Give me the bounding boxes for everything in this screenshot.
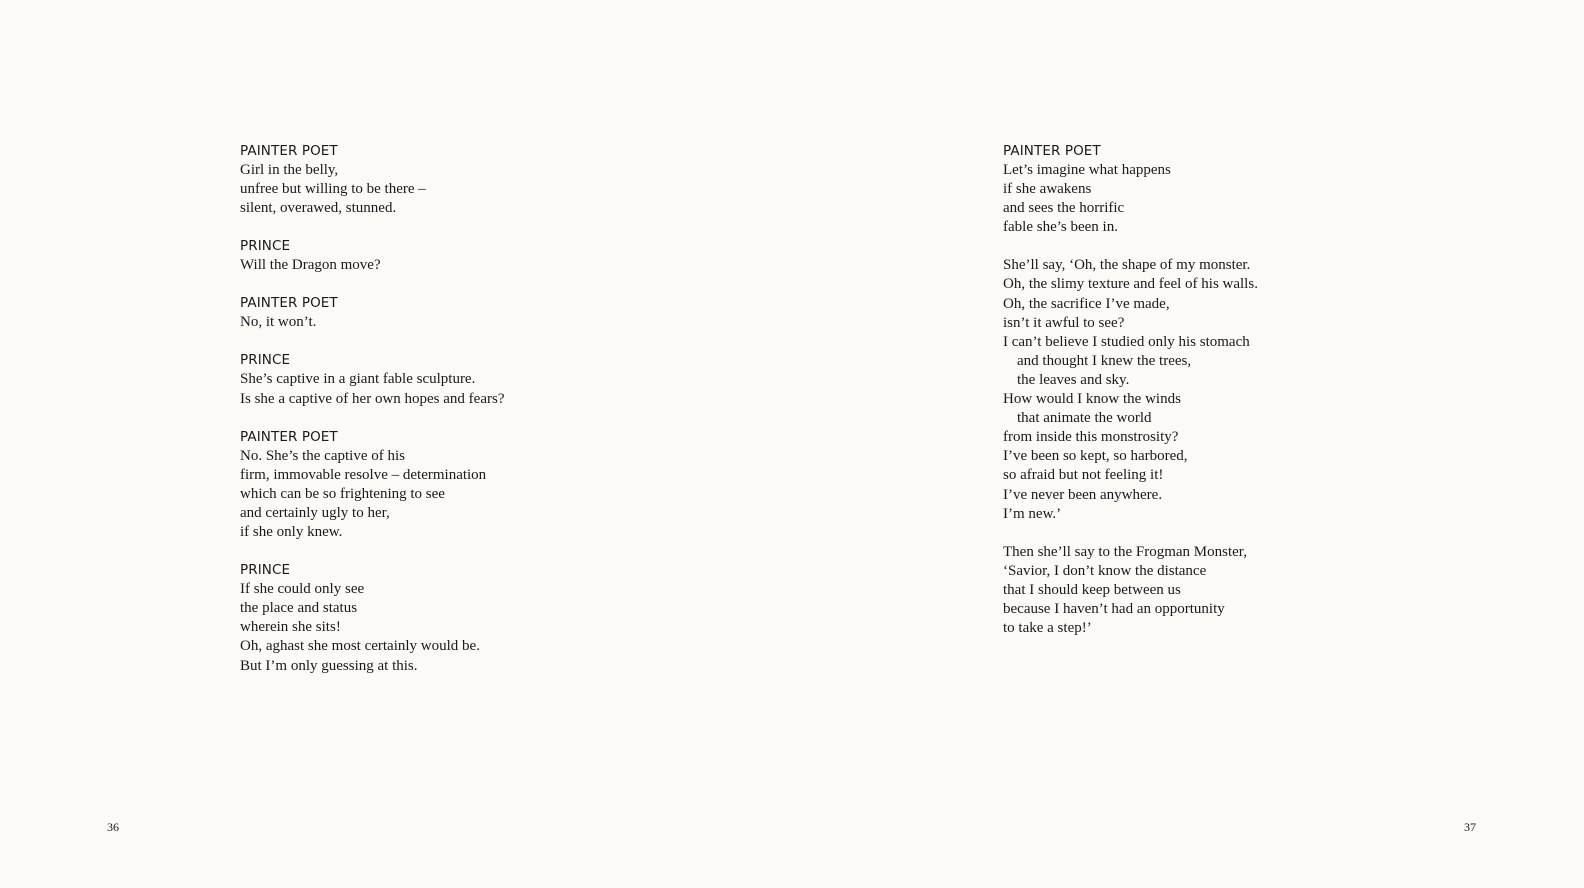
verse-line: so afraid but not feeling it! bbox=[1003, 467, 1164, 484]
verse-line: Oh, the sacrifice I’ve made, bbox=[1003, 295, 1170, 312]
verse-line: Then she’ll say to the Frogman Monster, bbox=[1003, 543, 1247, 560]
verse-line: If she could only see bbox=[240, 581, 365, 598]
dialogue-block bbox=[240, 351, 760, 408]
verse-line: if she only knew. bbox=[240, 524, 343, 541]
verse-line: the leaves and sky. bbox=[1017, 371, 1130, 388]
speaker-name: PAINTER POET bbox=[240, 295, 338, 312]
verse-line: I’ve never been anywhere. bbox=[1003, 486, 1163, 503]
verse-line: and thought I knew the trees, bbox=[1017, 352, 1192, 369]
right-page bbox=[792, 0, 1584, 888]
dialogue-block bbox=[1003, 142, 1543, 237]
verse-line: firm, immovable resolve – determination bbox=[240, 466, 487, 483]
dialogue-block bbox=[240, 294, 760, 332]
verse-line: the place and status bbox=[240, 600, 358, 617]
right-page-text bbox=[1003, 142, 1543, 657]
verse-line: No. She’s the captive of his bbox=[240, 447, 405, 464]
verse-line: fable she’s been in. bbox=[1003, 219, 1118, 236]
speaker-name: PRINCE bbox=[240, 562, 291, 579]
verse-line: ‘Savior, I don’t know the distance bbox=[1003, 562, 1207, 579]
verse-line: from inside this monstrosity? bbox=[1003, 429, 1179, 446]
verse-line: if she awakens bbox=[1003, 181, 1092, 198]
speaker-name: PRINCE bbox=[240, 352, 291, 369]
left-page-text bbox=[240, 142, 760, 695]
verse-line: Let’s imagine what happens bbox=[1003, 162, 1171, 178]
verse-line: Girl in the belly, bbox=[240, 162, 339, 178]
verse-line: unfree but willing to be there – bbox=[240, 181, 426, 198]
verse-line: I’m new.’ bbox=[1003, 505, 1062, 522]
verse-line: She’ll say, ‘Oh, the shape of my monster. bbox=[1003, 257, 1251, 274]
page-number: 37 bbox=[1464, 820, 1476, 834]
verse-line: silent, overawed, stunned. bbox=[240, 200, 397, 217]
verse-stanza bbox=[1003, 543, 1543, 638]
verse-line: that animate the world bbox=[1017, 410, 1152, 427]
verse-line: to take a step!’ bbox=[1003, 620, 1092, 637]
verse-line: How would I know the winds bbox=[1003, 391, 1181, 408]
verse-line: Is she a captive of her own hopes and fears? bbox=[240, 390, 505, 407]
verse-line: Oh, aghast she most certainly would be. bbox=[240, 638, 480, 655]
verse-line: But I’m only guessing at this. bbox=[240, 657, 418, 674]
verse-line: I can’t believe I studied only his stomach bbox=[1003, 333, 1250, 350]
speaker-name: PAINTER POET bbox=[1003, 143, 1101, 159]
verse-line: No, it won’t. bbox=[240, 314, 317, 331]
verse-line: which can be so frightening to see bbox=[240, 485, 445, 502]
speaker-name: PAINTER POET bbox=[240, 143, 338, 159]
speaker-name: PAINTER POET bbox=[240, 428, 338, 445]
verse-stanza bbox=[1003, 256, 1543, 523]
verse-line: wherein she sits! bbox=[240, 619, 341, 636]
dialogue-block bbox=[240, 561, 760, 675]
speaker-name: PRINCE bbox=[240, 238, 291, 255]
verse-line: and certainly ugly to her, bbox=[240, 504, 390, 521]
verse-line: Will the Dragon move? bbox=[240, 257, 381, 274]
verse-line: and sees the horrific bbox=[1003, 200, 1125, 217]
verse-line: that I should keep between us bbox=[1003, 581, 1181, 598]
dialogue-block bbox=[240, 142, 760, 218]
verse-line: isn’t it awful to see? bbox=[1003, 314, 1125, 331]
verse-line: because I haven’t had an opportunity bbox=[1003, 600, 1225, 617]
dialogue-block bbox=[240, 428, 760, 542]
verse-line: I’ve been so kept, so harbored, bbox=[1003, 448, 1188, 465]
verse-line: Oh, the slimy texture and feel of his walls. bbox=[1003, 276, 1258, 293]
verse-line: She’s captive in a giant fable sculpture. bbox=[240, 371, 476, 388]
dialogue-block bbox=[240, 237, 760, 275]
page-number: 36 bbox=[107, 820, 119, 834]
